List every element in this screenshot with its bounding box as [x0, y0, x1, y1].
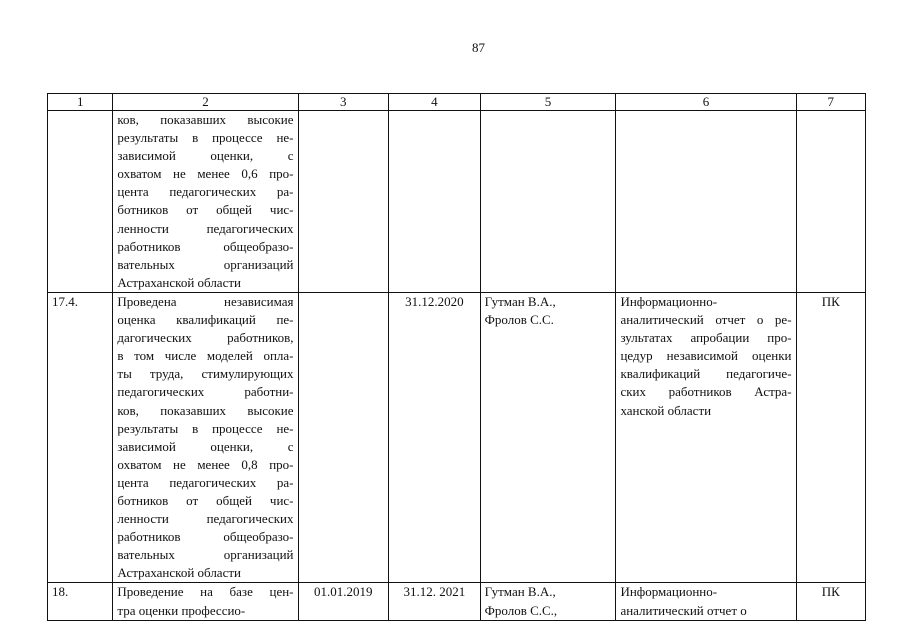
- column-header: 7: [796, 94, 865, 111]
- table-row: [48, 583, 866, 620]
- responsible-cell-line: Гутман В.А.,: [484, 293, 556, 309]
- column-header: 6: [616, 94, 796, 111]
- column-header: 3: [298, 94, 389, 111]
- column-header: 2: [113, 94, 298, 111]
- end-date-cell: 31.12.2020: [389, 292, 481, 583]
- plan-table: [47, 93, 866, 621]
- mark-cell: ПК: [796, 583, 865, 620]
- event-cell-line: ботников от общей чис-: [117, 202, 294, 218]
- table-row: [48, 292, 866, 583]
- responsible-cell: [480, 583, 616, 620]
- mark-cell: [796, 111, 865, 293]
- result-cell-line: ских работников Астра-: [620, 384, 792, 400]
- event-cell-line: зависимой оценки, с: [117, 438, 294, 454]
- result-cell-line: ханской области: [620, 402, 712, 418]
- event-cell-line: ты труда, стимулирующих: [117, 366, 294, 382]
- responsible-cell-line: Фролов С.С.: [484, 312, 554, 328]
- end-date-cell: 31.12. 2021: [389, 583, 481, 620]
- responsible-cell-line: Гутман В.А.,: [484, 584, 556, 600]
- event-cell-line: ков, показавших высокие: [117, 112, 294, 127]
- event-cell-line: педагогических работни-: [117, 384, 294, 400]
- event-cell-line: цента педагогических ра-: [117, 184, 294, 200]
- event-cell-line: результаты в процессе не-: [117, 420, 294, 436]
- result-cell-line: Информационно-: [620, 293, 718, 309]
- start-date-cell: [298, 111, 389, 293]
- result-cell: [616, 292, 796, 583]
- event-cell-line: работников общеобразо-: [117, 529, 294, 545]
- event-cell: [113, 111, 298, 293]
- result-cell-line: зультатах апробации про-: [620, 330, 792, 346]
- event-cell-line: работников общеобразо-: [117, 238, 294, 254]
- event-cell: [113, 583, 298, 620]
- column-header: 1: [48, 94, 113, 111]
- item-number-cell: 18.: [48, 583, 113, 620]
- result-cell: [616, 583, 796, 620]
- event-cell-line: ков, показавших высокие: [117, 402, 294, 418]
- responsible-cell: [480, 111, 616, 293]
- page-number: 87: [472, 40, 485, 55]
- header-row: [48, 94, 866, 111]
- event-cell-line: зависимой оценки, с: [117, 148, 294, 164]
- event-cell-line: охватом не менее 0,8 про-: [117, 456, 294, 472]
- event-cell-line: охватом не менее 0,6 про-: [117, 166, 294, 182]
- event-cell: [113, 292, 298, 583]
- event-cell-line: вательных организаций: [117, 256, 294, 272]
- event-cell-line: вательных организаций: [117, 547, 294, 563]
- result-cell-line: аналитический отчет о ре-: [620, 312, 792, 328]
- event-cell-line: Астраханской области: [117, 274, 241, 290]
- event-cell-line: тра оценки профессио-: [117, 602, 246, 618]
- event-cell-line: результаты в процессе не-: [117, 130, 294, 146]
- result-cell: [616, 111, 796, 293]
- end-date-cell: [389, 111, 481, 293]
- event-cell-line: ленности педагогических: [117, 511, 294, 527]
- start-date-cell: [298, 292, 389, 583]
- event-cell-line: оценка квалификаций пе-: [117, 312, 294, 328]
- column-header: 5: [480, 94, 616, 111]
- event-cell-line: Астраханской области: [117, 565, 241, 581]
- event-cell-line: цента педагогических ра-: [117, 474, 294, 490]
- result-cell-line: Информационно-: [620, 584, 718, 600]
- responsible-cell-line: Фролов С.С.,: [484, 602, 558, 618]
- start-date-cell: 01.01.2019: [298, 583, 389, 620]
- result-cell-line: квалификаций педагогиче-: [620, 366, 792, 382]
- event-cell-line: Проведена независимая: [117, 293, 294, 309]
- item-number-cell: [48, 111, 113, 293]
- responsible-cell: [480, 292, 616, 583]
- item-number-cell: 17.4.: [48, 292, 113, 583]
- table-row: [48, 111, 866, 293]
- column-header: 4: [389, 94, 481, 111]
- result-cell-line: цедур независимой оценки: [620, 348, 792, 364]
- event-cell-line: дагогических работников,: [117, 330, 294, 346]
- event-cell-line: в том числе моделей опла-: [117, 348, 294, 364]
- mark-cell: ПК: [796, 292, 865, 583]
- event-cell-line: ботников от общей чис-: [117, 492, 294, 508]
- event-cell-line: Проведение на базе цен-: [117, 584, 294, 600]
- result-cell-line: аналитический отчет о: [620, 602, 747, 618]
- event-cell-line: ленности педагогических: [117, 220, 294, 236]
